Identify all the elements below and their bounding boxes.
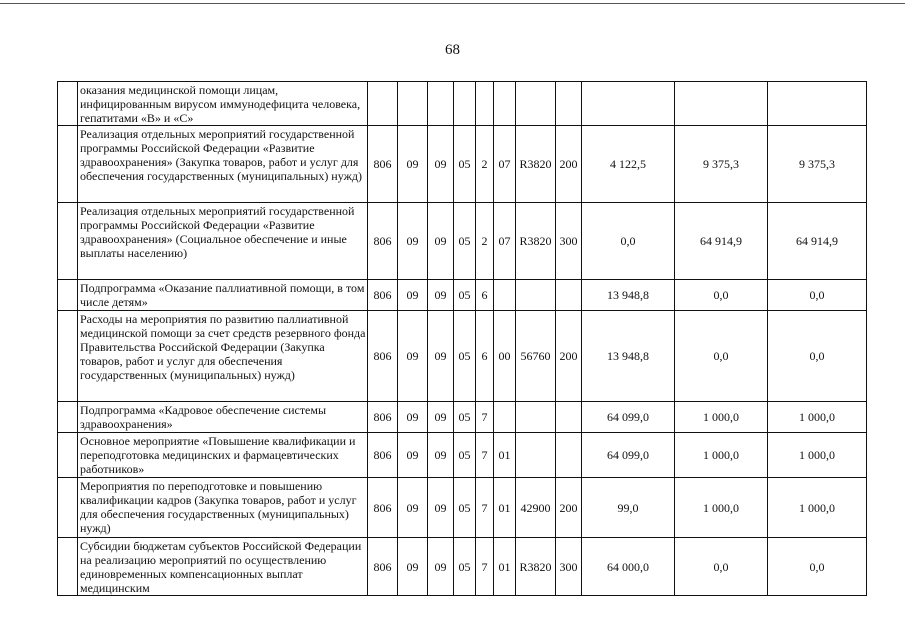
target-event-code-cell: [494, 82, 516, 126]
amount-year-3-cell: 1 000,0: [768, 402, 867, 433]
subsection-code-cell: 09: [428, 402, 454, 433]
subsection-code-cell: 09: [428, 311, 454, 402]
table-row: [58, 203, 867, 280]
target-subprogram-code-cell: 7: [476, 478, 494, 538]
top-rule: [0, 3, 905, 4]
amount-year-1-cell: 13 948,8: [582, 311, 675, 402]
expense-type-code-cell: [556, 82, 582, 126]
row-marker-cell: [58, 402, 78, 433]
target-event-code-cell: 01: [494, 433, 516, 478]
row-marker-cell: [58, 433, 78, 478]
grbs-code-cell: 806: [368, 478, 398, 538]
amount-year-3-cell: 9 375,3: [768, 126, 867, 203]
section-code-cell: 09: [398, 203, 428, 280]
section-code-cell: 09: [398, 433, 428, 478]
target-event-code-cell: [494, 402, 516, 433]
section-code-cell: 09: [398, 126, 428, 203]
target-program-code-cell: 05: [454, 402, 476, 433]
grbs-code-cell: 806: [368, 126, 398, 203]
grbs-code-cell: 806: [368, 311, 398, 402]
target-subprogram-code-cell: 2: [476, 126, 494, 203]
table-row: [58, 402, 867, 433]
expense-type-code-cell: 300: [556, 203, 582, 280]
amount-year-2-cell: 1 000,0: [675, 478, 768, 538]
table-row: [58, 82, 867, 126]
target-direction-code-cell: [516, 280, 556, 311]
expense-name-cell: оказания медицинской помощи лицам, инфицированным вирусом иммунодефицита человека, гепатитами «В» и «С»: [78, 82, 368, 126]
target-direction-code-cell: R3820: [516, 126, 556, 203]
expense-name-cell: Реализация отдельных мероприятий государственной программы Российской Федерации «Развитие здравоохранения» (Закупка товаров, работ и услуг для обеспечения государственных (муниципальных) нужд): [78, 126, 368, 203]
target-subprogram-code-cell: [476, 82, 494, 126]
target-program-code-cell: 05: [454, 203, 476, 280]
budget-table: [57, 81, 867, 596]
target-direction-code-cell: [516, 402, 556, 433]
row-marker-cell: [58, 126, 78, 203]
expense-type-code-cell: [556, 402, 582, 433]
amount-year-1-cell: [582, 82, 675, 126]
page-number: 68: [445, 42, 460, 58]
target-program-code-cell: 05: [454, 433, 476, 478]
target-program-code-cell: 05: [454, 280, 476, 311]
target-subprogram-code-cell: 7: [476, 433, 494, 478]
amount-year-1-cell: 99,0: [582, 478, 675, 538]
target-program-code-cell: 05: [454, 126, 476, 203]
row-marker-cell: [58, 538, 78, 596]
target-program-code-cell: [454, 82, 476, 126]
expense-type-code-cell: 200: [556, 126, 582, 203]
section-code-cell: 09: [398, 311, 428, 402]
row-marker-cell: [58, 203, 78, 280]
table-row: [58, 126, 867, 203]
section-code-cell: 09: [398, 538, 428, 596]
amount-year-1-cell: 4 122,5: [582, 126, 675, 203]
amount-year-2-cell: 0,0: [675, 280, 768, 311]
amount-year-2-cell: 1 000,0: [675, 433, 768, 478]
target-program-code-cell: 05: [454, 538, 476, 596]
target-subprogram-code-cell: 6: [476, 311, 494, 402]
expense-type-code-cell: [556, 280, 582, 311]
target-event-code-cell: [494, 280, 516, 311]
expense-name-cell: Подпрограмма «Оказание паллиативной помощи, в том числе детям»: [78, 280, 368, 311]
amount-year-3-cell: 0,0: [768, 280, 867, 311]
subsection-code-cell: [428, 82, 454, 126]
amount-year-3-cell: 0,0: [768, 538, 867, 596]
expense-name-cell: Подпрограмма «Кадровое обеспечение системы здравоохранения»: [78, 402, 368, 433]
subsection-code-cell: 09: [428, 433, 454, 478]
section-code-cell: 09: [398, 280, 428, 311]
row-marker-cell: [58, 280, 78, 311]
section-code-cell: 09: [398, 402, 428, 433]
amount-year-3-cell: 64 914,9: [768, 203, 867, 280]
table-row: [58, 280, 867, 311]
amount-year-1-cell: 0,0: [582, 203, 675, 280]
target-event-code-cell: 07: [494, 126, 516, 203]
grbs-code-cell: [368, 82, 398, 126]
target-event-code-cell: 00: [494, 311, 516, 402]
expense-type-code-cell: 200: [556, 478, 582, 538]
amount-year-1-cell: 64 000,0: [582, 538, 675, 596]
expense-name-cell: Мероприятия по переподготовке и повышению квалификации кадров (Закупка товаров, работ и услуг для обеспечения государственных (муниципальных) нужд): [78, 478, 368, 538]
subsection-code-cell: 09: [428, 280, 454, 311]
expense-name-cell: Реализация отдельных мероприятий государственной программы Российской Федерации «Развитие здравоохранения» (Социальное обеспечение и иные выплаты населению): [78, 203, 368, 280]
grbs-code-cell: 806: [368, 280, 398, 311]
amount-year-2-cell: 0,0: [675, 538, 768, 596]
target-event-code-cell: 07: [494, 203, 516, 280]
target-subprogram-code-cell: 7: [476, 402, 494, 433]
amount-year-2-cell: 1 000,0: [675, 402, 768, 433]
target-direction-code-cell: [516, 82, 556, 126]
table-row: [58, 538, 867, 596]
table-row: [58, 433, 867, 478]
row-marker-cell: [58, 82, 78, 126]
section-code-cell: 09: [398, 478, 428, 538]
grbs-code-cell: 806: [368, 203, 398, 280]
target-direction-code-cell: 42900: [516, 478, 556, 538]
amount-year-3-cell: [768, 82, 867, 126]
expense-name-cell: Субсидии бюджетам субъектов Российской Федерации на реализацию мероприятий по осуществлению единовременных компенсационных выплат медицинским: [78, 538, 368, 596]
target-subprogram-code-cell: 7: [476, 538, 494, 596]
target-subprogram-code-cell: 2: [476, 203, 494, 280]
amount-year-3-cell: 0,0: [768, 311, 867, 402]
target-program-code-cell: 05: [454, 311, 476, 402]
table-body: [58, 82, 867, 596]
expense-name-cell: Расходы на мероприятия по развитию паллиативной медицинской помощи за счет средств резервного фонда Правительства Российской Федерации (Закупка товаров, работ и услуг для обеспечения государственных (муниципальных) нужд): [78, 311, 368, 402]
amount-year-2-cell: 9 375,3: [675, 126, 768, 203]
amount-year-2-cell: 0,0: [675, 311, 768, 402]
expense-name-cell: Основное мероприятие «Повышение квалификации и переподготовка медицинских и фармацевтических работников»: [78, 433, 368, 478]
table-row: [58, 478, 867, 538]
row-marker-cell: [58, 478, 78, 538]
subsection-code-cell: 09: [428, 203, 454, 280]
target-direction-code-cell: [516, 433, 556, 478]
subsection-code-cell: 09: [428, 478, 454, 538]
section-code-cell: [398, 82, 428, 126]
amount-year-1-cell: 64 099,0: [582, 402, 675, 433]
target-event-code-cell: 01: [494, 538, 516, 596]
amount-year-1-cell: 13 948,8: [582, 280, 675, 311]
expense-type-code-cell: [556, 433, 582, 478]
grbs-code-cell: 806: [368, 538, 398, 596]
target-direction-code-cell: R3820: [516, 203, 556, 280]
grbs-code-cell: 806: [368, 402, 398, 433]
target-direction-code-cell: R3820: [516, 538, 556, 596]
target-event-code-cell: 01: [494, 478, 516, 538]
expense-type-code-cell: 200: [556, 311, 582, 402]
row-marker-cell: [58, 311, 78, 402]
target-direction-code-cell: 56760: [516, 311, 556, 402]
amount-year-2-cell: [675, 82, 768, 126]
expense-type-code-cell: 300: [556, 538, 582, 596]
target-program-code-cell: 05: [454, 478, 476, 538]
subsection-code-cell: 09: [428, 538, 454, 596]
amount-year-3-cell: 1 000,0: [768, 478, 867, 538]
target-subprogram-code-cell: 6: [476, 280, 494, 311]
amount-year-3-cell: 1 000,0: [768, 433, 867, 478]
table-row: [58, 311, 867, 402]
amount-year-1-cell: 64 099,0: [582, 433, 675, 478]
grbs-code-cell: 806: [368, 433, 398, 478]
amount-year-2-cell: 64 914,9: [675, 203, 768, 280]
subsection-code-cell: 09: [428, 126, 454, 203]
